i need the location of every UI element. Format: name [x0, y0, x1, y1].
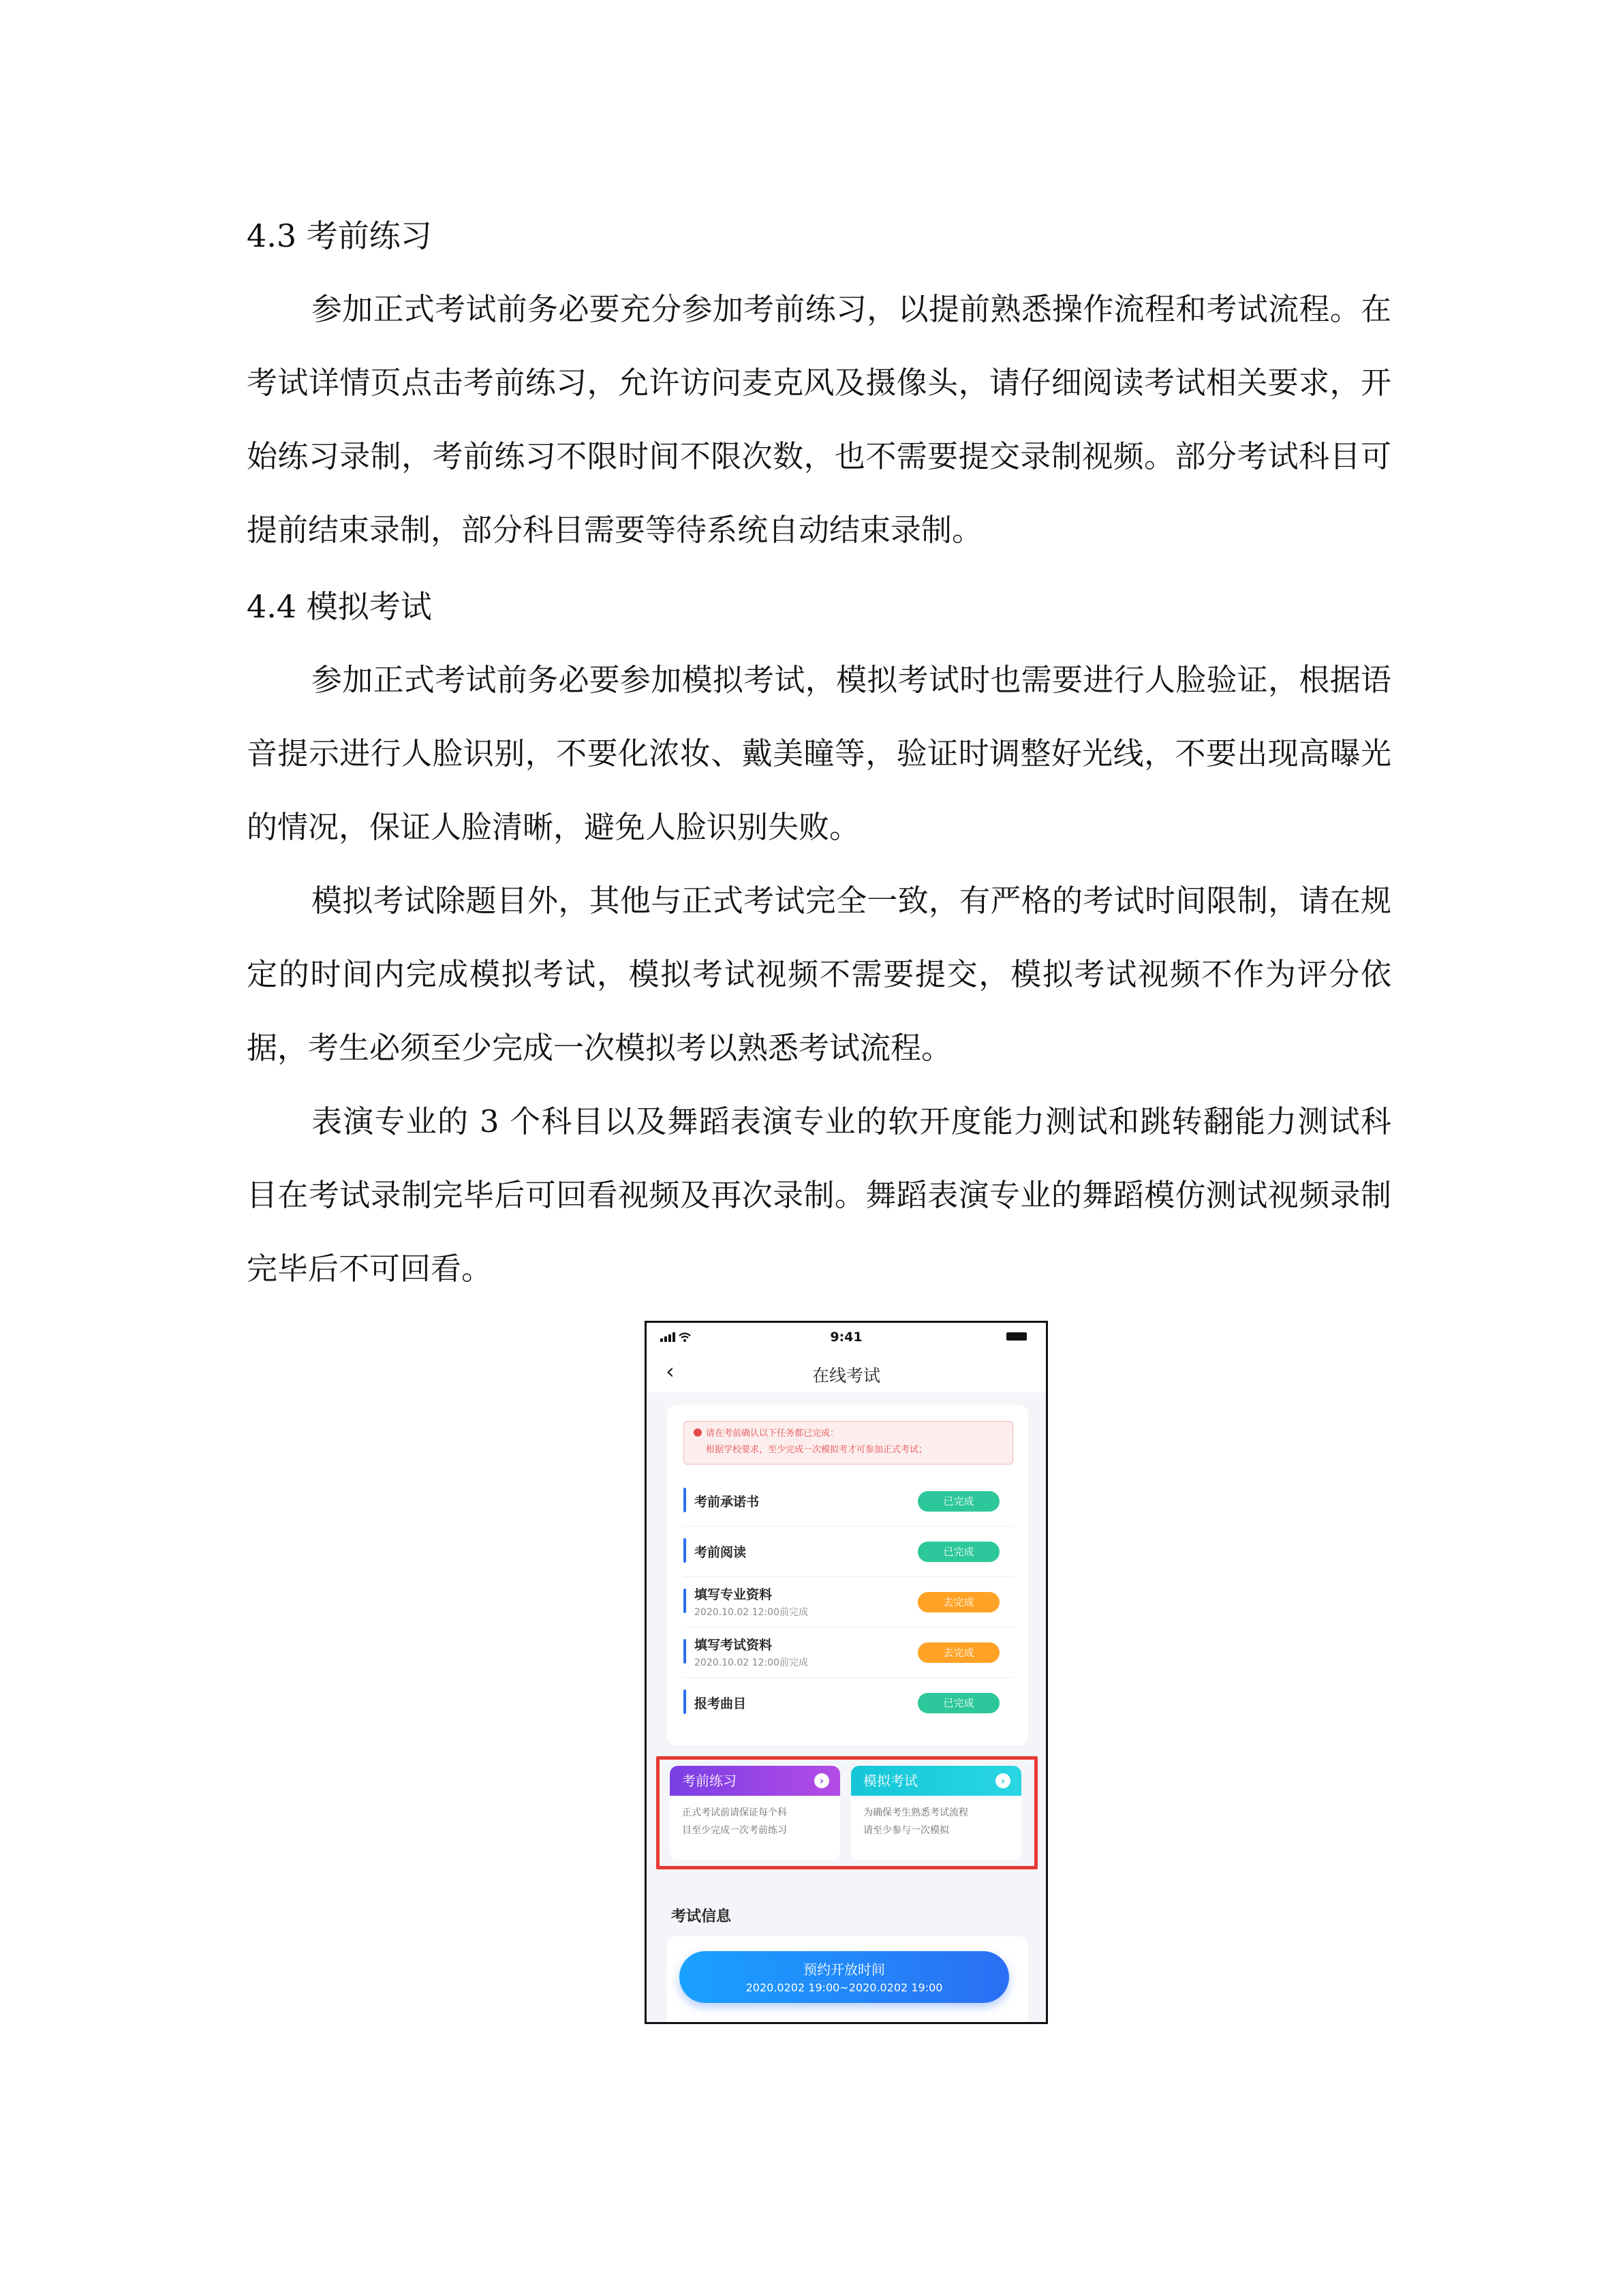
task-name: 考前阅读: [694, 1545, 747, 1560]
task-row[interactable]: [683, 1475, 1013, 1527]
practice-desc-line-1: 正式考试前请保证每个科: [682, 1807, 787, 1818]
back-arrow-icon[interactable]: ‹: [666, 1358, 675, 1384]
section-heading-practice: 4.3 考前练习: [247, 217, 432, 254]
task-card: [667, 1405, 1028, 1745]
section-heading-mock-exam: 4.4 模拟考试: [247, 588, 432, 625]
appointment-button[interactable]: [679, 1951, 1009, 2003]
task-marker: [683, 1589, 686, 1613]
task-row[interactable]: [683, 1677, 1013, 1728]
chevron-right-icon: ›: [814, 1773, 829, 1788]
task-marker: [683, 1538, 686, 1563]
exam-info-title: 考试信息: [671, 1908, 732, 1925]
task-name: 考前承诺书: [694, 1495, 760, 1510]
notice-line-2: 根据学校要求，至少完成一次模拟考才可参加正式考试；: [706, 1445, 928, 1455]
mock-exam-paragraph-2: 模拟考试除题目外，其他与正式考试完全一致，有严格的考试时间限制，请在规定的时间内完成模拟考试，模拟考试视频不需要提交，模拟考试视频不作为评分依据，考生必须至少完成一次模拟考以熟悉考试流程。: [247, 883, 1391, 1066]
task-name: 填写考试资料: [694, 1638, 773, 1653]
status-time: 9:41: [830, 1330, 863, 1345]
practice-desc-line-2: 目至少完成一次考前练习: [682, 1825, 787, 1836]
appointment-time: 2020.0202 19:00~2020.0202 19:00: [745, 1981, 943, 1994]
practice-paragraph: 参加正式考试前务必要充分参加考前练习，以提前熟悉操作流程和考试流程。在考试详情页点击考前练习，允许访问麦克风及摄像头，请仔细阅读考试相关要求，开始练习录制，考前练习不限时间不限次数，也不需要提交录制视频。部分考试科目可提前结束录制，部分科目需要等待系统自动结束录制。: [247, 291, 1391, 548]
task-deadline: 2020.10.02 12:00前完成: [694, 1657, 808, 1668]
task-status-badge[interactable]: 已完成: [918, 1693, 1000, 1713]
nav-title: 在线考试: [812, 1366, 880, 1386]
task-status-badge[interactable]: 去完成: [918, 1642, 1000, 1663]
status-bar: [647, 1323, 1046, 1353]
mock-exam-paragraph-3: 表演专业的 3 个科目以及舞蹈表演专业的软开度能力测试和跳转翻能力测试科目在考试录制完毕后可回看视频及再次录制。舞蹈表演专业的舞蹈模仿测试视频录制完毕后不可回看。: [247, 1103, 1391, 1287]
nav-bar: [647, 1353, 1046, 1392]
exam-info-card: [667, 1936, 1028, 2024]
mock-exam-desc-line-1: 为确保考生熟悉考试流程: [863, 1807, 968, 1818]
mock-exam-title: 模拟考试: [863, 1773, 918, 1789]
task-marker: [683, 1488, 686, 1512]
task-marker: [683, 1639, 686, 1664]
task-deadline: 2020.10.02 12:00前完成: [694, 1607, 808, 1618]
alert-icon: [694, 1428, 702, 1437]
chevron-right-icon: ›: [995, 1773, 1010, 1788]
appointment-label: 预约开放时间: [803, 1961, 885, 1978]
task-row[interactable]: [683, 1576, 1013, 1627]
task-status-badge[interactable]: 已完成: [918, 1491, 1000, 1512]
notice-line-1: 请在考前确认以下任务都已完成：: [706, 1428, 839, 1439]
task-name: 填写专业资料: [694, 1587, 773, 1602]
task-row[interactable]: [683, 1526, 1013, 1577]
battery-icon: [1006, 1332, 1027, 1341]
task-row[interactable]: [683, 1627, 1013, 1678]
task-status-badge[interactable]: 去完成: [918, 1592, 1000, 1612]
phone-screenshot: [645, 1321, 1048, 2024]
task-marker: [683, 1689, 686, 1714]
mock-exam-card[interactable]: [851, 1766, 1021, 1860]
notice-banner: [683, 1421, 1013, 1465]
practice-title: 考前练习: [682, 1773, 737, 1789]
mock-exam-desc-line-2: 请至少参与一次模拟: [863, 1825, 949, 1836]
practice-card[interactable]: [670, 1766, 840, 1860]
task-name: 报考曲目: [694, 1696, 747, 1711]
task-status-badge[interactable]: 已完成: [918, 1542, 1000, 1562]
mock-exam-paragraph-1: 参加正式考试前务必要参加模拟考试，模拟考试时也需要进行人脸验证，根据语音提示进行人脸识别，不要化浓妆、戴美瞳等，验证时调整好光线，不要出现高曝光的情况，保证人脸清晰，避免人脸识别失败。: [247, 662, 1391, 845]
